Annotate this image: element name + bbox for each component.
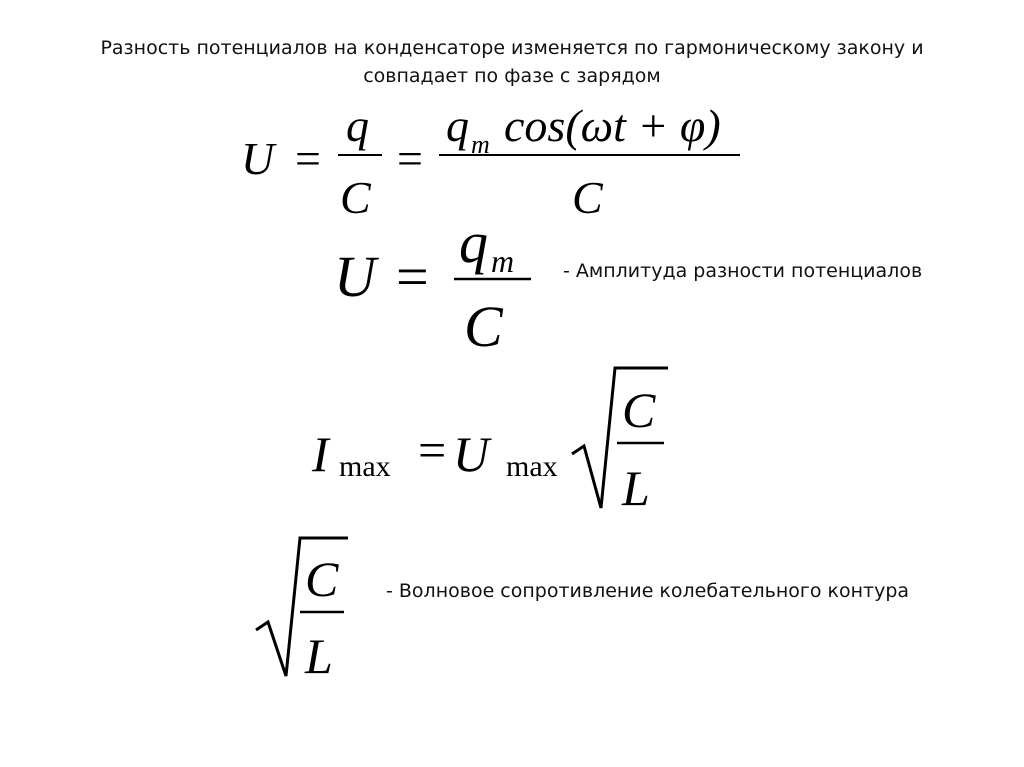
equals-sign: = [397, 133, 423, 184]
current-subscript: max [339, 450, 391, 483]
amplitude-caption: - Амплитуда разности потенциалов [563, 260, 923, 282]
fraction-denominator: C [464, 294, 503, 359]
slide-title-line-2: совпадает по фазе с зарядом [363, 65, 661, 87]
current-lhs: I [312, 426, 329, 482]
fraction-numerator: C [622, 382, 656, 438]
equals-sign: = [396, 244, 429, 309]
voltage-subscript: max [506, 450, 558, 483]
amplitude-symbol: q [446, 100, 469, 151]
impedance-caption: - Волновое сопротивление колебательного контура [386, 580, 910, 602]
fraction-numerator: C [305, 551, 339, 607]
voltage-formula [241, 100, 740, 223]
fraction-numerator: q [346, 100, 369, 151]
voltage-symbol: U [453, 426, 490, 482]
cosine-term: cos(ωt + φ) [504, 100, 721, 151]
current-formula [311, 368, 668, 516]
fraction-denominator: C [340, 172, 371, 223]
voltage-lhs: U [241, 133, 275, 184]
amplitude-lhs: U [334, 244, 376, 309]
equals-sign: = [418, 422, 447, 478]
fraction-denominator: L [622, 460, 650, 516]
fraction-denominator: C [572, 172, 603, 223]
amplitude-subscript: m [471, 130, 490, 159]
amplitude-subscript: m [491, 243, 515, 279]
fraction-numerator: q [459, 210, 488, 275]
impedance-formula [256, 538, 348, 684]
slide-title-line-1: Разность потенциалов на конденсаторе изменяется по гармоническому закону и [100, 37, 924, 59]
amplitude-formula [334, 210, 531, 359]
fraction-denominator: L [305, 628, 333, 684]
equals-sign: = [295, 133, 321, 184]
